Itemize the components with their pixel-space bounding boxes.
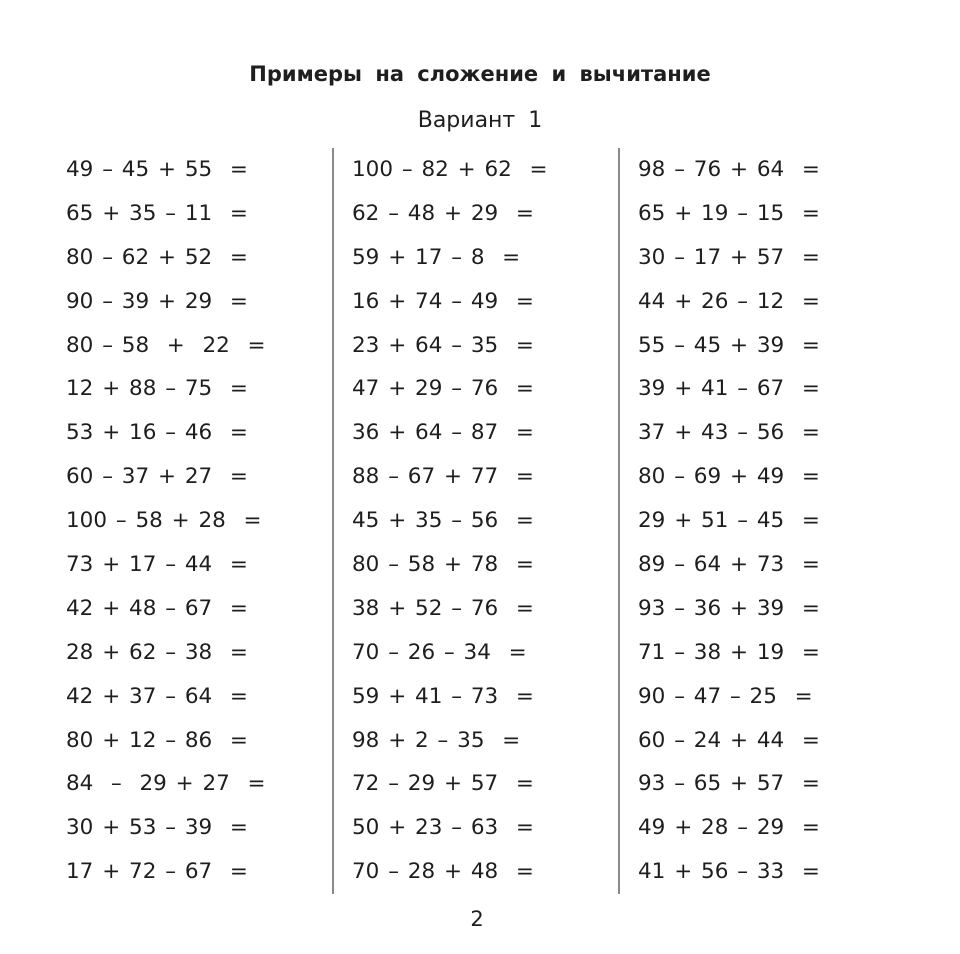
exercise-item: 23 + 64 – 35 =	[352, 332, 534, 358]
exercise-item: 39 + 41 – 67 =	[638, 376, 820, 402]
exercise-item: 90 – 39 + 29 =	[66, 288, 248, 314]
exercise-item: 60 – 37 + 27 =	[66, 464, 248, 490]
exercise-item: 29 + 51 – 45 =	[638, 508, 820, 534]
exercise-item: 65 + 35 – 11 =	[66, 200, 248, 226]
exercise-item: 72 – 29 + 57 =	[352, 771, 534, 797]
exercise-item: 89 – 64 + 73 =	[638, 552, 820, 578]
exercise-item: 80 – 58 + 78 =	[352, 552, 534, 578]
exercise-item: 98 – 76 + 64 =	[638, 157, 820, 182]
exercise-item: 93 – 36 + 39 =	[638, 595, 820, 621]
exercise-item: 49 + 28 – 29 =	[638, 815, 820, 841]
exercise-item: 30 – 17 + 57 =	[638, 244, 820, 270]
exercise-item: 38 + 52 – 76 =	[352, 595, 534, 621]
exercise-item: 100 – 82 + 62 =	[352, 157, 548, 182]
exercise-item: 42 + 48 – 67 =	[66, 595, 248, 621]
exercise-item: 12 + 88 – 75 =	[66, 376, 248, 402]
exercise-item: 84 – 29 + 27 =	[66, 771, 266, 797]
exercise-item: 17 + 72 – 67 =	[66, 859, 248, 885]
exercise-item: 53 + 16 – 46 =	[66, 420, 248, 446]
exercise-item: 80 – 58 + 22 =	[66, 332, 266, 358]
exercise-item: 100 – 58 + 28 =	[66, 508, 262, 534]
exercise-item: 59 + 17 – 8 =	[352, 244, 521, 270]
column-divider	[332, 148, 334, 894]
exercise-item: 62 – 48 + 29 =	[352, 200, 534, 226]
page-number: 2	[470, 907, 484, 931]
exercise-item: 37 + 43 – 56 =	[638, 420, 820, 446]
exercise-item: 73 + 17 – 44 =	[66, 552, 248, 578]
exercise-item: 36 + 64 – 87 =	[352, 420, 534, 446]
exercise-item: 71 – 38 + 19 =	[638, 639, 820, 665]
page-title: Примеры на сложение и вычитание	[249, 62, 711, 86]
exercise-item: 93 – 65 + 57 =	[638, 771, 820, 797]
exercise-item: 41 + 56 – 33 =	[638, 859, 820, 885]
exercise-item: 80 – 69 + 49 =	[638, 464, 820, 490]
exercise-item: 80 – 62 + 52 =	[66, 244, 248, 270]
exercise-item: 80 + 12 – 86 =	[66, 727, 248, 753]
exercise-column-1	[66, 155, 266, 901]
exercise-item: 16 + 74 – 49 =	[352, 288, 534, 314]
exercise-item: 70 – 28 + 48 =	[352, 859, 534, 885]
exercise-item: 50 + 23 – 63 =	[352, 815, 534, 841]
exercise-column-3	[638, 155, 820, 901]
exercise-item: 98 + 2 – 35 =	[352, 727, 521, 753]
column-divider	[618, 148, 620, 894]
exercise-item: 30 + 53 – 39 =	[66, 815, 248, 841]
exercise-item: 60 – 24 + 44 =	[638, 727, 820, 753]
exercise-item: 42 + 37 – 64 =	[66, 683, 248, 709]
exercise-item: 88 – 67 + 77 =	[352, 464, 534, 490]
exercise-item: 28 + 62 – 38 =	[66, 639, 248, 665]
exercise-item: 90 – 47 – 25 =	[638, 683, 813, 709]
exercise-item: 70 – 26 – 34 =	[352, 639, 527, 665]
exercise-item: 49 – 45 + 55 =	[66, 157, 248, 182]
exercise-item: 55 – 45 + 39 =	[638, 332, 820, 358]
exercise-item: 59 + 41 – 73 =	[352, 683, 534, 709]
exercise-item: 65 + 19 – 15 =	[638, 200, 820, 226]
exercise-item: 45 + 35 – 56 =	[352, 508, 534, 534]
exercise-column-2	[352, 155, 548, 901]
variant-subtitle: Вариант 1	[417, 108, 543, 133]
exercise-item: 44 + 26 – 12 =	[638, 288, 820, 314]
exercise-item: 47 + 29 – 76 =	[352, 376, 534, 402]
